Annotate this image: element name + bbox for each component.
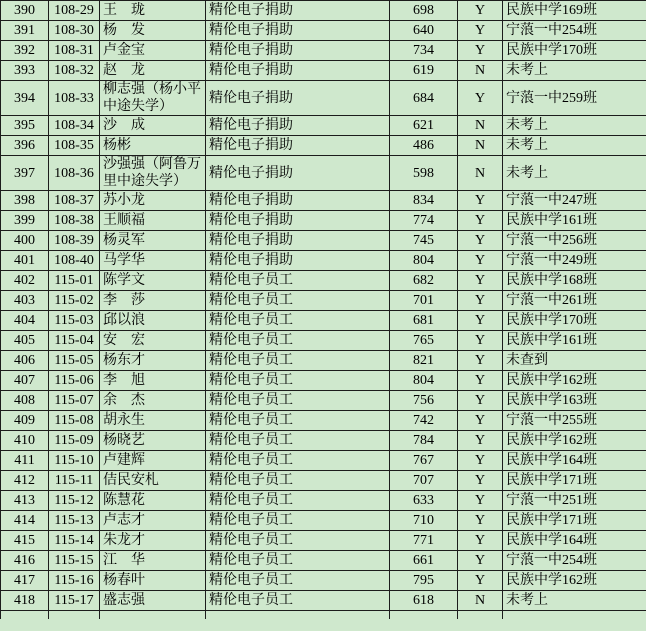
cell-flag[interactable]: N (458, 591, 503, 611)
table-row (1, 251, 646, 271)
cell-id[interactable]: 115-01 (49, 271, 100, 291)
cell-flag[interactable]: Y (458, 231, 503, 251)
cell-name[interactable]: 佶民安札 (100, 471, 206, 491)
cell-flag[interactable]: Y (458, 21, 503, 41)
cell-score[interactable]: 821 (390, 351, 458, 371)
cell-name[interactable]: 卢志才 (100, 511, 206, 531)
cell-id[interactable]: 115-05 (49, 351, 100, 371)
cell-name[interactable]: 杨晓艺 (100, 431, 206, 451)
cell-id[interactable]: 108-33 (49, 81, 100, 116)
table-row (1, 116, 646, 136)
table-row (1, 271, 646, 291)
table-row (1, 41, 646, 61)
table-row (1, 191, 646, 211)
cell-name[interactable]: 杨彬 (100, 136, 206, 156)
cell-flag[interactable]: Y (458, 531, 503, 551)
cell-sponsor[interactable]: 精伦电子捐助 (206, 156, 390, 191)
cell-id[interactable]: 108-31 (49, 41, 100, 61)
cell-sponsor[interactable]: 精伦电子员工 (206, 271, 390, 291)
table-row (1, 531, 646, 551)
cell-score[interactable]: 834 (390, 191, 458, 211)
cell-score[interactable]: 771 (390, 531, 458, 551)
cell-id[interactable]: 108-35 (49, 136, 100, 156)
cell-sponsor[interactable]: 精伦电子员工 (206, 471, 390, 491)
cell-flag[interactable]: Y (458, 81, 503, 116)
table-row (1, 291, 646, 311)
cell-flag[interactable]: Y (458, 551, 503, 571)
cell-sponsor[interactable]: 精伦电子捐助 (206, 1, 390, 21)
table-row (1, 591, 646, 611)
cell-cutoff (458, 611, 503, 619)
cell-school[interactable]: 未考上 (503, 591, 646, 611)
cell-name[interactable]: 沙强强（阿鲁万里中途失学） (100, 156, 206, 191)
cell-no[interactable]: 405 (1, 331, 49, 351)
cell-flag[interactable]: Y (458, 571, 503, 591)
cell-sponsor[interactable]: 精伦电子捐助 (206, 191, 390, 211)
cell-id[interactable]: 115-11 (49, 471, 100, 491)
table-row (1, 431, 646, 451)
cell-name[interactable]: 安 宏 (100, 331, 206, 351)
cell-school[interactable]: 宁蒗一中259班 (503, 81, 646, 116)
cell-sponsor[interactable]: 精伦电子捐助 (206, 211, 390, 231)
cell-sponsor[interactable]: 精伦电子员工 (206, 511, 390, 531)
cell-score[interactable]: 618 (390, 591, 458, 611)
cell-school[interactable]: 民族中学169班 (503, 1, 646, 21)
cell-name[interactable]: 杨东才 (100, 351, 206, 371)
cell-name[interactable]: 杨春叶 (100, 571, 206, 591)
cell-school[interactable]: 民族中学170班 (503, 41, 646, 61)
cell-sponsor[interactable]: 精伦电子员工 (206, 291, 390, 311)
cell-flag[interactable]: Y (458, 191, 503, 211)
cell-no[interactable]: 400 (1, 231, 49, 251)
cell-flag[interactable]: Y (458, 271, 503, 291)
cell-score[interactable]: 804 (390, 251, 458, 271)
cell-id[interactable]: 115-10 (49, 451, 100, 471)
cell-score[interactable]: 784 (390, 431, 458, 451)
cell-no[interactable]: 390 (1, 1, 49, 21)
cell-school[interactable]: 民族中学162班 (503, 431, 646, 451)
cell-school[interactable]: 宁蒗一中254班 (503, 551, 646, 571)
cell-no[interactable]: 418 (1, 591, 49, 611)
cell-score[interactable]: 701 (390, 291, 458, 311)
cell-id[interactable]: 115-15 (49, 551, 100, 571)
cell-score[interactable]: 774 (390, 211, 458, 231)
cell-sponsor[interactable]: 精伦电子员工 (206, 551, 390, 571)
cell-score[interactable]: 619 (390, 61, 458, 81)
cell-no[interactable]: 414 (1, 511, 49, 531)
cell-no[interactable]: 416 (1, 551, 49, 571)
cell-id[interactable]: 115-03 (49, 311, 100, 331)
cell-name[interactable]: 李 旭 (100, 371, 206, 391)
cell-no[interactable]: 391 (1, 21, 49, 41)
cell-sponsor[interactable]: 精伦电子员工 (206, 391, 390, 411)
cell-id[interactable]: 108-29 (49, 1, 100, 21)
table-row (1, 551, 646, 571)
cell-name[interactable]: 杨 发 (100, 21, 206, 41)
cell-sponsor[interactable]: 精伦电子捐助 (206, 21, 390, 41)
cell-sponsor[interactable]: 精伦电子员工 (206, 331, 390, 351)
cell-id[interactable]: 115-02 (49, 291, 100, 311)
cell-name[interactable]: 杨灵军 (100, 231, 206, 251)
cell-id[interactable]: 115-04 (49, 331, 100, 351)
cell-flag[interactable]: Y (458, 411, 503, 431)
cell-id[interactable]: 108-34 (49, 116, 100, 136)
table-row (1, 231, 646, 251)
cell-school[interactable]: 民族中学162班 (503, 371, 646, 391)
cell-no[interactable]: 412 (1, 471, 49, 491)
cell-id[interactable]: 115-09 (49, 431, 100, 451)
cell-flag[interactable]: Y (458, 291, 503, 311)
cell-flag[interactable]: N (458, 136, 503, 156)
cell-name[interactable]: 柳志强（杨小平中途失学） (100, 81, 206, 116)
cell-id[interactable]: 115-07 (49, 391, 100, 411)
cell-school[interactable]: 未考上 (503, 156, 646, 191)
cell-school[interactable]: 未考上 (503, 61, 646, 81)
cell-id[interactable]: 108-30 (49, 21, 100, 41)
cell-name[interactable]: 沙 成 (100, 116, 206, 136)
cell-school[interactable]: 民族中学161班 (503, 331, 646, 351)
cell-name[interactable]: 余 杰 (100, 391, 206, 411)
cell-no[interactable]: 399 (1, 211, 49, 231)
cell-sponsor[interactable]: 精伦电子捐助 (206, 251, 390, 271)
cell-id[interactable]: 108-38 (49, 211, 100, 231)
cell-score[interactable]: 745 (390, 231, 458, 251)
cell-sponsor[interactable]: 精伦电子员工 (206, 571, 390, 591)
cell-sponsor[interactable]: 精伦电子捐助 (206, 41, 390, 61)
table-row (1, 61, 646, 81)
cell-no[interactable]: 398 (1, 191, 49, 211)
cell-sponsor[interactable]: 精伦电子捐助 (206, 231, 390, 251)
cell-name[interactable]: 胡永生 (100, 411, 206, 431)
cell-score[interactable]: 684 (390, 81, 458, 116)
cell-score[interactable]: 795 (390, 571, 458, 591)
cell-name[interactable]: 李 莎 (100, 291, 206, 311)
table-row (1, 331, 646, 351)
table-row (1, 391, 646, 411)
cell-cutoff (49, 611, 100, 619)
cell-score[interactable]: 767 (390, 451, 458, 471)
table-row (1, 491, 646, 511)
cell-school[interactable]: 宁蒗一中247班 (503, 191, 646, 211)
cell-id[interactable]: 108-37 (49, 191, 100, 211)
cell-no[interactable]: 408 (1, 391, 49, 411)
cell-id[interactable]: 115-12 (49, 491, 100, 511)
table-row (1, 351, 646, 371)
cell-id[interactable]: 108-39 (49, 231, 100, 251)
cell-sponsor[interactable]: 精伦电子捐助 (206, 81, 390, 116)
cell-sponsor[interactable]: 精伦电子捐助 (206, 136, 390, 156)
cell-id[interactable]: 115-08 (49, 411, 100, 431)
cell-cutoff (503, 611, 646, 619)
cell-no[interactable]: 395 (1, 116, 49, 136)
cell-id[interactable]: 108-32 (49, 61, 100, 81)
cell-score[interactable]: 486 (390, 136, 458, 156)
cell-school[interactable]: 民族中学164班 (503, 451, 646, 471)
cell-cutoff (206, 611, 390, 619)
table-row (1, 311, 646, 331)
cell-sponsor[interactable]: 精伦电子员工 (206, 451, 390, 471)
table-row (1, 211, 646, 231)
cell-name[interactable]: 赵 龙 (100, 61, 206, 81)
cell-flag[interactable]: N (458, 116, 503, 136)
cell-flag[interactable]: Y (458, 491, 503, 511)
cell-id[interactable]: 115-06 (49, 371, 100, 391)
cell-id[interactable]: 115-17 (49, 591, 100, 611)
table-row (1, 21, 646, 41)
cell-sponsor[interactable]: 精伦电子员工 (206, 351, 390, 371)
cell-cutoff (1, 611, 49, 619)
cell-flag[interactable]: Y (458, 431, 503, 451)
cell-name[interactable]: 陈慧花 (100, 491, 206, 511)
cell-flag[interactable]: Y (458, 211, 503, 231)
cell-sponsor[interactable]: 精伦电子捐助 (206, 116, 390, 136)
table-row (1, 371, 646, 391)
cell-sponsor[interactable]: 精伦电子捐助 (206, 61, 390, 81)
table-row (1, 571, 646, 591)
cell-name[interactable]: 江 华 (100, 551, 206, 571)
cell-name[interactable]: 邱以浪 (100, 311, 206, 331)
cell-flag[interactable]: Y (458, 391, 503, 411)
cell-no[interactable]: 413 (1, 491, 49, 511)
cell-sponsor[interactable]: 精伦电子员工 (206, 411, 390, 431)
cell-flag[interactable]: Y (458, 511, 503, 531)
cell-id[interactable]: 115-16 (49, 571, 100, 591)
cell-no[interactable]: 397 (1, 156, 49, 191)
table-row (1, 411, 646, 431)
cell-sponsor[interactable]: 精伦电子员工 (206, 591, 390, 611)
cell-sponsor[interactable]: 精伦电子员工 (206, 311, 390, 331)
cell-school[interactable]: 宁蒗一中251班 (503, 491, 646, 511)
cell-no[interactable]: 417 (1, 571, 49, 591)
cell-score[interactable]: 661 (390, 551, 458, 571)
cell-score[interactable]: 698 (390, 1, 458, 21)
cell-score[interactable]: 681 (390, 311, 458, 331)
cell-flag[interactable]: Y (458, 471, 503, 491)
cell-school[interactable]: 宁蒗一中261班 (503, 291, 646, 311)
cell-school[interactable]: 民族中学161班 (503, 211, 646, 231)
table-row (1, 81, 646, 116)
cell-no[interactable]: 415 (1, 531, 49, 551)
cell-flag[interactable]: Y (458, 41, 503, 61)
cell-score[interactable]: 734 (390, 41, 458, 61)
cell-no[interactable]: 394 (1, 81, 49, 116)
cell-name[interactable]: 朱龙才 (100, 531, 206, 551)
cell-no[interactable]: 402 (1, 271, 49, 291)
cell-no[interactable]: 393 (1, 61, 49, 81)
cell-flag[interactable]: Y (458, 1, 503, 21)
cell-score[interactable]: 756 (390, 391, 458, 411)
cell-score[interactable]: 621 (390, 116, 458, 136)
cell-name[interactable]: 王顺福 (100, 211, 206, 231)
cell-id[interactable]: 115-14 (49, 531, 100, 551)
cell-school[interactable]: 民族中学170班 (503, 311, 646, 331)
cell-cutoff (390, 611, 458, 619)
table-row (1, 156, 646, 191)
cell-score[interactable]: 707 (390, 471, 458, 491)
cell-score[interactable]: 804 (390, 371, 458, 391)
cell-no[interactable]: 410 (1, 431, 49, 451)
cell-score[interactable]: 742 (390, 411, 458, 431)
cell-flag[interactable]: Y (458, 311, 503, 331)
cell-school[interactable]: 宁蒗一中249班 (503, 251, 646, 271)
cell-school[interactable]: 民族中学171班 (503, 471, 646, 491)
cell-score[interactable]: 598 (390, 156, 458, 191)
cell-id[interactable]: 115-13 (49, 511, 100, 531)
cell-school[interactable]: 未考上 (503, 136, 646, 156)
cell-name[interactable]: 王 珑 (100, 1, 206, 21)
cell-flag[interactable]: N (458, 156, 503, 191)
cell-no[interactable]: 406 (1, 351, 49, 371)
cell-school[interactable]: 未查到 (503, 351, 646, 371)
cell-flag[interactable]: N (458, 61, 503, 81)
partial-row (1, 611, 646, 619)
cell-school[interactable]: 宁蒗一中254班 (503, 21, 646, 41)
cell-id[interactable]: 108-36 (49, 156, 100, 191)
cell-flag[interactable]: Y (458, 351, 503, 371)
cell-sponsor[interactable]: 精伦电子员工 (206, 431, 390, 451)
cell-cutoff (100, 611, 206, 619)
cell-school[interactable]: 民族中学162班 (503, 571, 646, 591)
cell-score[interactable]: 682 (390, 271, 458, 291)
cell-flag[interactable]: Y (458, 251, 503, 271)
cell-name[interactable]: 陈学文 (100, 271, 206, 291)
cell-no[interactable]: 404 (1, 311, 49, 331)
cell-score[interactable]: 765 (390, 331, 458, 351)
table-row (1, 451, 646, 471)
cell-flag[interactable]: Y (458, 371, 503, 391)
cell-name[interactable]: 盛志强 (100, 591, 206, 611)
table-row (1, 511, 646, 531)
cell-school[interactable]: 宁蒗一中256班 (503, 231, 646, 251)
cell-name[interactable]: 马学华 (100, 251, 206, 271)
cell-sponsor[interactable]: 精伦电子员工 (206, 371, 390, 391)
cell-score[interactable]: 640 (390, 21, 458, 41)
cell-id[interactable]: 108-40 (49, 251, 100, 271)
cell-no[interactable]: 396 (1, 136, 49, 156)
cell-school[interactable]: 民族中学163班 (503, 391, 646, 411)
cell-score[interactable]: 710 (390, 511, 458, 531)
cell-flag[interactable]: Y (458, 331, 503, 351)
cell-school[interactable]: 民族中学164班 (503, 531, 646, 551)
cell-no[interactable]: 392 (1, 41, 49, 61)
cell-flag[interactable]: Y (458, 451, 503, 471)
cell-name[interactable]: 苏小龙 (100, 191, 206, 211)
cell-name[interactable]: 卢金宝 (100, 41, 206, 61)
cell-score[interactable]: 633 (390, 491, 458, 511)
cell-school[interactable]: 民族中学171班 (503, 511, 646, 531)
table-row (1, 471, 646, 491)
cell-no[interactable]: 409 (1, 411, 49, 431)
cell-sponsor[interactable]: 精伦电子员工 (206, 491, 390, 511)
cell-school[interactable]: 民族中学168班 (503, 271, 646, 291)
cell-no[interactable]: 407 (1, 371, 49, 391)
table-row (1, 136, 646, 156)
table-row (1, 1, 646, 21)
cell-no[interactable]: 403 (1, 291, 49, 311)
cell-name[interactable]: 卢建辉 (100, 451, 206, 471)
student-table-body (1, 1, 646, 619)
cell-no[interactable]: 411 (1, 451, 49, 471)
cell-sponsor[interactable]: 精伦电子员工 (206, 531, 390, 551)
cell-school[interactable]: 宁蒗一中255班 (503, 411, 646, 431)
cell-school[interactable]: 未考上 (503, 116, 646, 136)
cell-no[interactable]: 401 (1, 251, 49, 271)
